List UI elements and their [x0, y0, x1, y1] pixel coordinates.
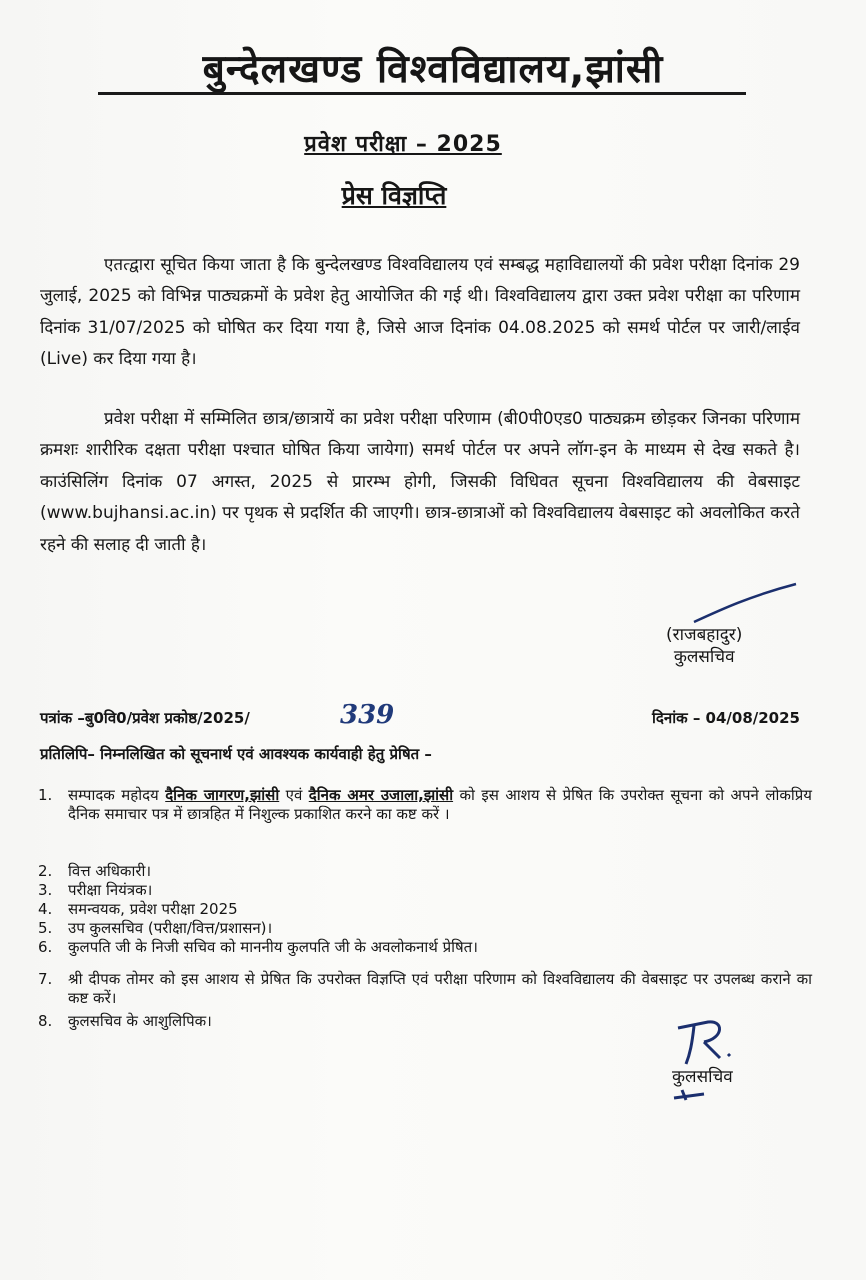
item-text: परीक्षा नियंत्रक।: [68, 881, 153, 899]
title-underline: [98, 92, 746, 95]
exam-subtitle: प्रवेश परीक्षा – 2025: [304, 132, 502, 157]
press-release-heading: प्रेस विज्ञप्ति: [341, 181, 447, 210]
item-number: 7.: [38, 970, 53, 988]
item-number: 4.: [38, 900, 53, 918]
item-text-part: को इस आशय से प्रेषित कि उपरोक्त सूचना को अपने लोकप्रिय दैनिक समाचार पत्र में छात्रहित में निशुल्क प्रकाशित करने का कष्ट करें ।: [68, 786, 813, 823]
item-number: 6.: [38, 938, 53, 956]
registrar-signature-block: [666, 624, 742, 668]
item-text: [68, 786, 812, 824]
footer-registrar-designation: कुलसचिव: [672, 1067, 733, 1087]
item-text-part: सम्पादक महोदय: [68, 786, 166, 804]
item-number: 1.: [38, 786, 53, 804]
item-text: कुलसचिव के आशुलिपिक।: [68, 1012, 212, 1030]
newspaper-dainik-jagran: दैनिक जागरण,झांसी: [165, 786, 280, 804]
item-text-part: एवं: [279, 786, 309, 804]
handwritten-signature-stroke: [690, 580, 800, 630]
item-number: 5.: [38, 919, 53, 937]
item-number: 2.: [38, 862, 53, 880]
letter-reference: पत्रांक –बु0वि0/प्रवेश प्रकोष्ठ/2025/: [40, 709, 250, 727]
item-text: कुलपति जी के निजी सचिव को माननीय कुलपति जी के अवलोकनार्थ प्रेषित।: [68, 938, 478, 956]
item-text: श्री दीपक तोमर को इस आशय से प्रेषित कि उपरोक्त विज्ञप्ति एवं परीक्षा परिणाम को विश्वविद्यालय की वेबसाइट पर उपलब्ध कराने का कष्ट करें।: [68, 970, 812, 1007]
item-number: 3.: [38, 881, 53, 899]
university-title: बुन्देलखण्ड विश्वविद्यालय,झांसी: [202, 47, 664, 92]
item-number: 8.: [38, 1012, 53, 1030]
item-text: समन्वयक, प्रवेश परीक्षा 2025: [68, 900, 238, 918]
item-text: उप कुलसचिव (परीक्षा/वित्त/प्रशासन)।: [68, 919, 273, 937]
newspaper-amar-ujala: दैनिक अमर उजाला,झांसी: [308, 786, 454, 804]
item-text: वित्त अधिकारी।: [68, 862, 152, 880]
registrar-name: (राजबहादुर): [666, 625, 743, 645]
copy-to-intro: प्रतिलिपि– निम्नलिखित को सूचनार्थ एवं आवश्यक कार्यवाही हेतु प्रेषित –: [40, 745, 432, 763]
handwritten-initials-signature: [664, 1014, 754, 1104]
paragraph-result-announcement: एतत्द्वारा सूचित किया जाता है कि बुन्देलखण्ड विश्वविद्यालय एवं सम्बद्ध महाविद्यालयों की प्रवेश परीक्षा दिनांक 29 जुलाई, 2025 को विभिन्न पाठ्यक्रमों के प्रवेश हेतु आयोजित की गई थी। विश्वविद्यालय द्वारा उक्त प्रवेश परीक्षा का परिणाम दिनांक 31/07/2025 को घोषित कर दिया गया है, जिसे आज दिनांक 04.08.2025 को समर्थ पोर्टल पर जारी/लाईव (Live) कर दिया गया है।: [40, 255, 800, 370]
paragraph-counselling-info: प्रवेश परीक्षा में सम्मिलित छात्र/छात्रायें का प्रवेश परीक्षा परिणाम (बी0पी0एड0 पाठ्यक्रम छोड़कर जिनका परिणाम क्रमशः शारीरिक दक्षता परीक्षा पश्चात घोषित किया जायेगा) समर्थ पोर्टल पर अपने लॉग-इन के माध्यम से देख सकते है। काउंसिलिंग दिनांक 07 अगस्त, 2025 से प्रारम्भ होगी, जिसकी विधिवत सूचना विश्वविद्यालय की वेबसाइट (www.bujhansi.ac.in) पर पृथक से प्रदर्शित की जाएगी। छात्र-छात्राओं को विश्वविद्यालय वेबसाइट को अवलोकित करते रहने की सलाह दी जाती है।: [40, 409, 800, 555]
registrar-designation: कुलसचिव: [673, 647, 735, 667]
handwritten-letter-number: 339: [340, 700, 395, 730]
letter-date: दिनांक – 04/08/2025: [652, 709, 800, 727]
